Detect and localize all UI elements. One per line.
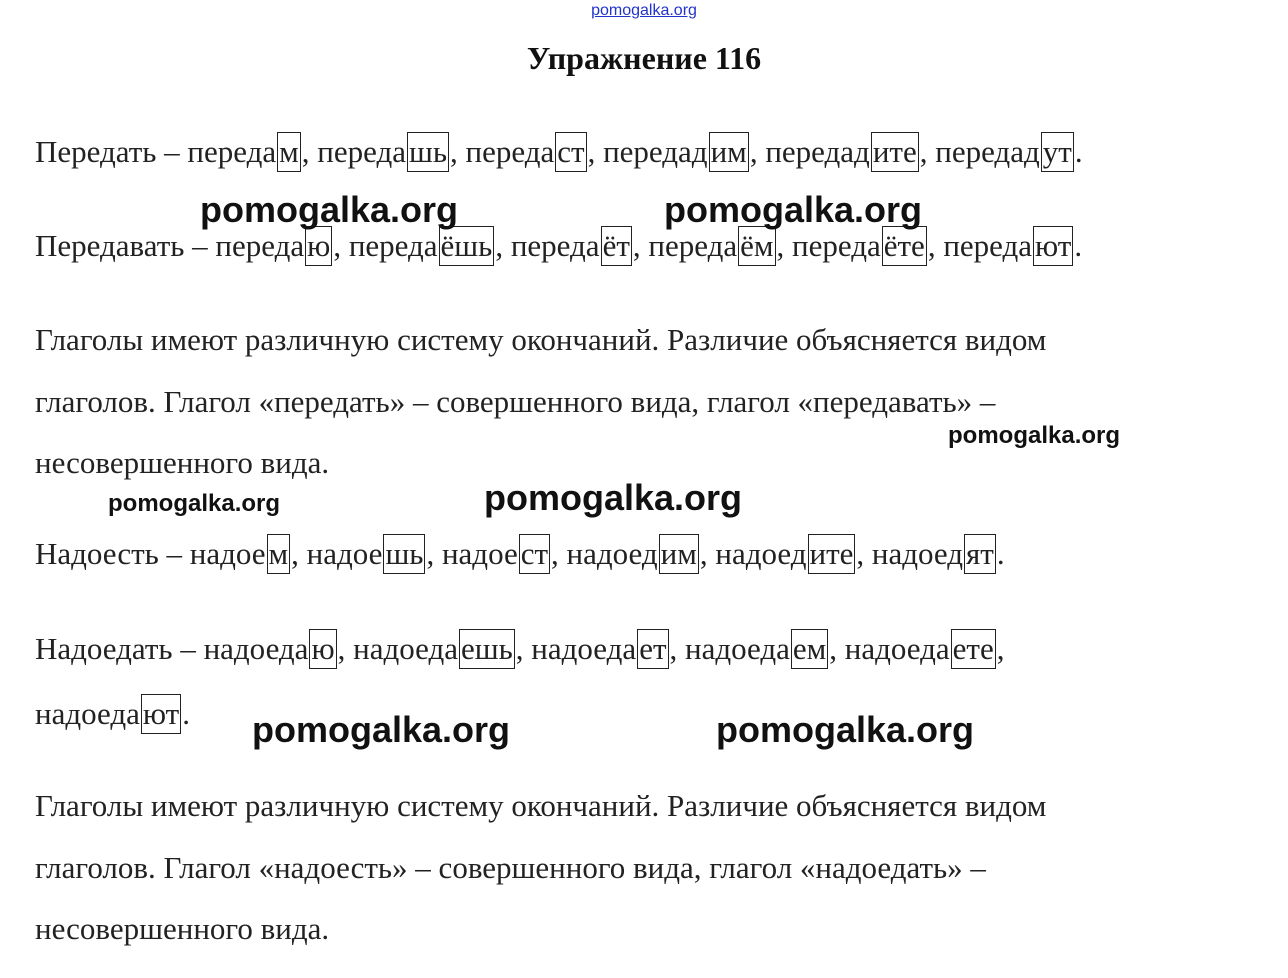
text-segment: , передад [749,134,870,169]
text-segment: , переда [333,228,438,263]
text-line [35,846,986,890]
boxed-ending: ст [555,132,586,172]
boxed-ending: ут [1041,132,1074,172]
text-segment: , надоеда [669,631,790,666]
boxed-ending: им [709,132,749,172]
watermark: pomogalka.org [108,490,281,517]
text-line [35,627,1005,671]
text-segment: несовершенного вида. [35,445,330,480]
boxed-ending: ёшь [439,226,495,266]
text-segment: , надое [291,536,383,571]
text-segment: , надоеда [337,631,459,666]
boxed-ending: ст [519,534,550,574]
watermark: pomogalka.org [484,477,743,518]
watermark: pomogalka.org [716,709,975,750]
text-segment: . [1074,228,1083,263]
boxed-ending: ем [791,629,828,669]
text-segment: Глаголы имеют различную систему окончаний. Различие объясняется видом [35,322,1047,357]
text-segment: , [996,631,1005,666]
boxed-ending: ешь [459,629,515,669]
boxed-ending: ют [1033,226,1073,266]
text-segment: Надоедать – надоеда [35,631,309,666]
text-segment: . [1074,134,1083,169]
boxed-ending: м [267,534,291,574]
boxed-ending: ят [964,534,996,574]
text-segment: . [182,696,190,731]
page-title: Упражнение 116 [526,40,762,76]
boxed-ending: ите [871,132,919,172]
text-segment: , переда [450,134,555,169]
text-segment: , надоеда [515,631,637,666]
boxed-ending: ют [141,694,181,734]
text-segment: , надоед [699,536,807,571]
boxed-ending: ёте [882,226,927,266]
watermark: pomogalka.org [948,422,1121,449]
site-link[interactable]: pomogalka.org [591,2,697,19]
boxed-ending: ет [637,629,668,669]
boxed-ending: им [659,534,699,574]
text-segment: , надое [426,536,518,571]
boxed-ending: ю [309,629,336,669]
text-segment: , переда [927,228,1033,263]
text-segment: , переда [495,228,600,263]
boxed-ending: ю [305,226,332,266]
text-segment: , надоеда [829,631,950,666]
boxed-ending: ете [951,629,996,669]
text-segment: , передад [587,134,708,169]
text-segment: , передад [919,134,1040,169]
text-segment: глаголов. Глагол «надоесть» – совершенного вида, глагол «надоедать» – [35,850,986,885]
text-segment: Надоесть – надое [35,536,266,571]
text-segment: . [996,536,1005,571]
watermark: pomogalka.org [252,709,511,750]
text-segment: , надоед [856,536,964,571]
text-line [35,692,190,736]
text-line [35,380,995,424]
boxed-ending: ём [738,226,775,266]
boxed-ending: шь [407,132,449,172]
text-line [35,907,329,951]
text-segment: глаголов. Глагол «передать» – совершенного вида, глагол «передавать» – [35,384,996,419]
text-segment: несовершенного вида. [35,911,330,946]
text-segment: надоеда [35,696,140,731]
text-line [35,318,1046,362]
text-segment: , надоед [551,536,658,571]
text-line [35,224,1082,268]
text-line [35,441,329,485]
watermark: pomogalka.org [200,189,459,230]
text-segment: Глаголы имеют различную систему окончаний. Различие объясняется видом [35,788,1047,823]
text-segment: Передавать – переда [35,228,305,263]
text-line [35,532,1005,576]
text-segment: , переда [776,228,881,263]
boxed-ending: ёт [601,226,632,266]
watermark: pomogalka.org [664,189,923,230]
text-segment: Передать – переда [35,134,277,169]
boxed-ending: м [277,132,301,172]
boxed-ending: шь [383,534,425,574]
text-segment: , переда [301,134,407,169]
text-line [35,130,1083,174]
text-segment: , переда [632,228,738,263]
boxed-ending: ите [808,534,856,574]
text-line [35,784,1046,828]
